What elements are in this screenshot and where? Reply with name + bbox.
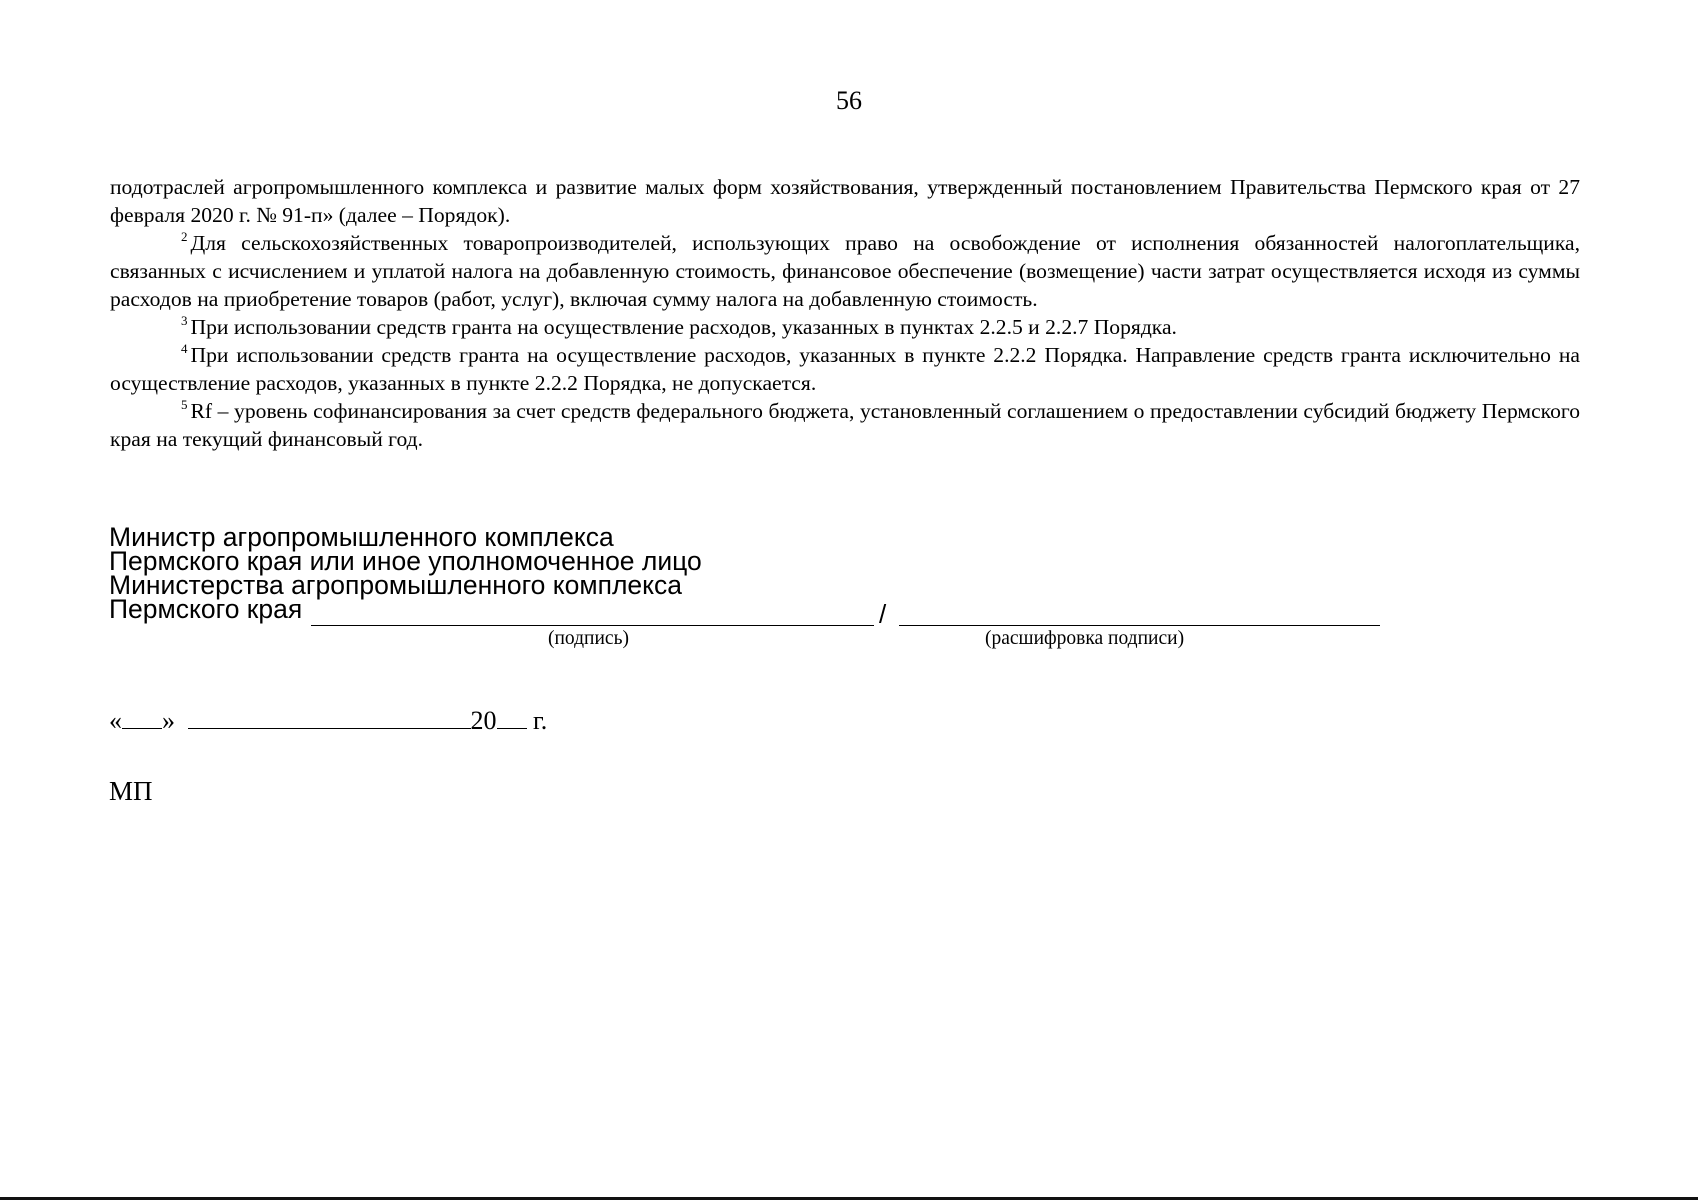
signer-title-line-4: Пермского края [109,594,303,624]
date-close-quote: » [162,706,175,735]
footnote-marker: 2 [181,229,188,244]
signature-decoding-caption: (расшифровка подписи) [985,628,1185,649]
stamp-place-label: МП [109,776,153,806]
footnote-marker: 4 [181,341,188,356]
date-year-blank[interactable] [497,708,527,729]
date-row [109,706,547,736]
date-day-blank[interactable] [122,708,162,729]
footnote-marker: 5 [181,397,188,412]
footnote-text: При использовании средств гранта на осуществление расходов, указанных в пункте 2.2.2 Порядка. Направление средств гранта исключительно на осуществление расходов, указанных в пункте 2.2.2 Порядка, не допускается. [110,343,1580,395]
footnote-text: подотраслей агропромышленного комплекса и развитие малых форм хозяйствования, утвержденный постановлением Правительства Пермского края от 27 февраля 2020 г. № 91-п» (далее – Порядок). [110,175,1580,227]
date-month-blank[interactable] [188,708,471,729]
date-open-quote: « [109,706,122,735]
footnote-text: Для сельскохозяйственных товаропроизводителей, использующих право на освобождение от исполнения обязанностей налогоплательщика, связанных с исчислением и уплатой налога на добавленную стоимость, финансовое обеспечение (возмещение) части затрат осуществляется исходя из суммы расходов на приобретение товаров (работ, услуг), включая сумму налога на добавленную стоимость. [110,231,1580,311]
signature-decoding-line[interactable] [899,625,1380,626]
footnote-text: При использовании средств гранта на осуществление расходов, указанных в пунктах 2.2.5 и 2.2.7 Порядка. [190,315,1177,339]
footnote-2 [110,229,1580,313]
signer-title-line-3: Министерства агропромышленного комплекса [109,570,683,600]
footnote-3 [110,313,1580,341]
signer-title-line-1: Министр агропромышленного комплекса [109,522,614,552]
footnotes-section [110,173,1580,453]
signer-title-line-2: Пермского края или иное уполномоченное лицо [109,546,702,576]
date-year-prefix: 20 [470,706,497,735]
page-number: 56 [836,86,862,115]
date-year-suffix: г. [533,706,548,735]
signature-caption: (подпись) [548,628,629,649]
footnote-marker: 3 [181,313,188,328]
signature-separator: / [879,599,887,629]
signature-line[interactable] [311,625,874,626]
signer-block [109,522,702,624]
footnote-4 [110,341,1580,397]
footnote-5 [110,397,1580,453]
footnote-text: Rf – уровень софинансирования за счет средств федерального бюджета, установленный соглашением о предоставлении субсидий бюджету Пермского края на текущий финансовый год. [110,399,1580,451]
footnote-continuation [110,173,1580,229]
